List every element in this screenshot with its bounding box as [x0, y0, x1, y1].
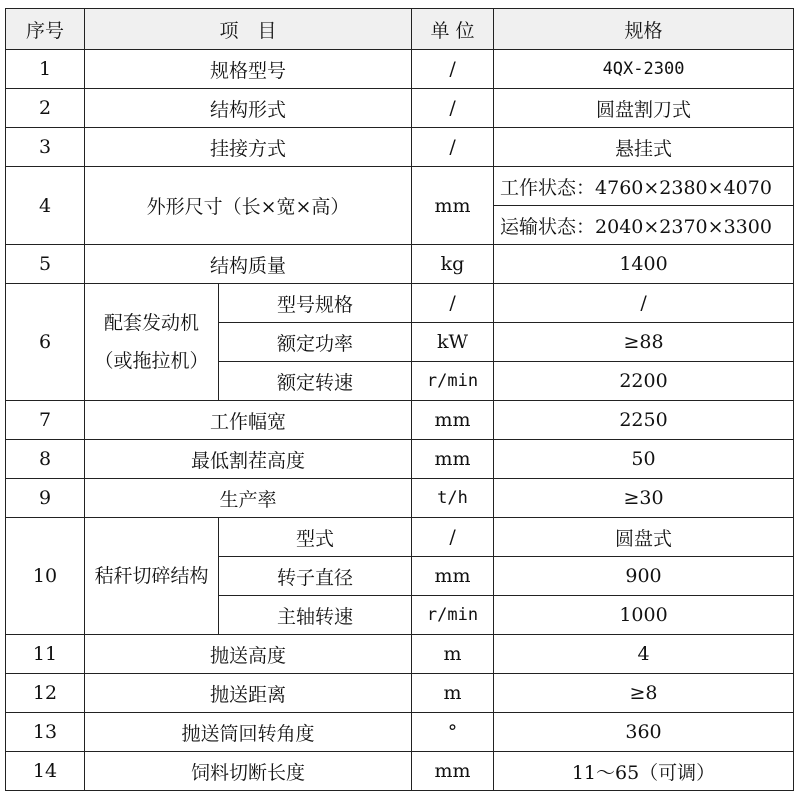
item-cell: 抛送高度	[85, 635, 412, 674]
unit-cell: kW	[412, 323, 494, 362]
seq-cell: 12	[6, 674, 85, 713]
table-row	[6, 752, 794, 791]
table-row	[6, 284, 794, 323]
spec-cell: ≥8	[494, 674, 794, 713]
sub-item-cell: 型式	[219, 518, 412, 557]
sub-item-cell: 型号规格	[219, 284, 412, 323]
table-row	[6, 89, 794, 128]
spec-cell: 悬挂式	[494, 128, 794, 167]
unit-cell: °	[412, 713, 494, 752]
unit-cell: r/min	[412, 596, 494, 635]
seq-cell: 6	[6, 284, 85, 401]
sub-item-cell: 转子直径	[219, 557, 412, 596]
spec-cell: 4QX-2300	[494, 50, 794, 89]
seq-cell: 11	[6, 635, 85, 674]
item-cell: 工作幅宽	[85, 401, 412, 440]
header-item: 项 目	[85, 9, 412, 50]
item-cell: 抛送距离	[85, 674, 412, 713]
group-cell: 秸秆切碎结构	[85, 518, 219, 635]
unit-cell: mm	[412, 440, 494, 479]
unit-cell: /	[412, 50, 494, 89]
spec-cell: ≥30	[494, 479, 794, 518]
table-row	[6, 167, 794, 206]
spec-cell: /	[494, 284, 794, 323]
unit-cell: m	[412, 674, 494, 713]
item-cell: 挂接方式	[85, 128, 412, 167]
seq-cell: 14	[6, 752, 85, 791]
item-cell: 外形尺寸（长×宽×高）	[85, 167, 412, 245]
table-row	[6, 713, 794, 752]
spec-cell: 2200	[494, 362, 794, 401]
unit-cell: r/min	[412, 362, 494, 401]
unit-cell: mm	[412, 557, 494, 596]
item-cell: 规格型号	[85, 50, 412, 89]
spec-cell: 11～65（可调）	[494, 752, 794, 791]
sub-item-cell: 额定功率	[219, 323, 412, 362]
unit-cell: m	[412, 635, 494, 674]
seq-cell: 5	[6, 245, 85, 284]
seq-cell: 10	[6, 518, 85, 635]
header-spec: 规格	[494, 9, 794, 50]
table-row	[6, 50, 794, 89]
seq-cell: 3	[6, 128, 85, 167]
unit-cell: /	[412, 284, 494, 323]
header-seq: 序号	[6, 9, 85, 50]
sub-item-cell: 额定转速	[219, 362, 412, 401]
spec-cell: 50	[494, 440, 794, 479]
spec-transport-cell: 运输状态：2040×2370×3300	[494, 206, 794, 245]
spec-cell: 圆盘式	[494, 518, 794, 557]
unit-cell: /	[412, 89, 494, 128]
unit-cell: mm	[412, 167, 494, 245]
spec-cell: ≥88	[494, 323, 794, 362]
item-cell: 生产率	[85, 479, 412, 518]
seq-cell: 7	[6, 401, 85, 440]
header-unit: 单 位	[412, 9, 494, 50]
header-row	[6, 9, 794, 50]
seq-cell: 4	[6, 167, 85, 245]
seq-cell: 9	[6, 479, 85, 518]
table-row	[6, 401, 794, 440]
spec-work-cell: 工作状态：4760×2380×4070	[494, 167, 794, 206]
spec-table	[5, 8, 794, 791]
sub-item-cell: 主轴转速	[219, 596, 412, 635]
spec-cell: 2250	[494, 401, 794, 440]
spec-cell: 1400	[494, 245, 794, 284]
spec-cell: 1000	[494, 596, 794, 635]
table-row	[6, 479, 794, 518]
item-cell: 最低割茬高度	[85, 440, 412, 479]
spec-cell: 360	[494, 713, 794, 752]
item-cell: 抛送筒回转角度	[85, 713, 412, 752]
seq-cell: 8	[6, 440, 85, 479]
table-row	[6, 518, 794, 557]
table-row	[6, 128, 794, 167]
unit-cell: /	[412, 128, 494, 167]
table-row	[6, 635, 794, 674]
spec-cell: 900	[494, 557, 794, 596]
unit-cell: /	[412, 518, 494, 557]
spec-cell: 圆盘割刀式	[494, 89, 794, 128]
item-cell: 结构形式	[85, 89, 412, 128]
item-cell: 饲料切断长度	[85, 752, 412, 791]
table-row	[6, 245, 794, 284]
table-row	[6, 674, 794, 713]
group-cell: 配套发动机（或拖拉机）	[85, 284, 219, 401]
seq-cell: 1	[6, 50, 85, 89]
seq-cell: 2	[6, 89, 85, 128]
seq-cell: 13	[6, 713, 85, 752]
unit-cell: t/h	[412, 479, 494, 518]
spec-cell: 4	[494, 635, 794, 674]
table-row	[6, 440, 794, 479]
unit-cell: kg	[412, 245, 494, 284]
unit-cell: mm	[412, 401, 494, 440]
item-cell: 结构质量	[85, 245, 412, 284]
unit-cell: mm	[412, 752, 494, 791]
